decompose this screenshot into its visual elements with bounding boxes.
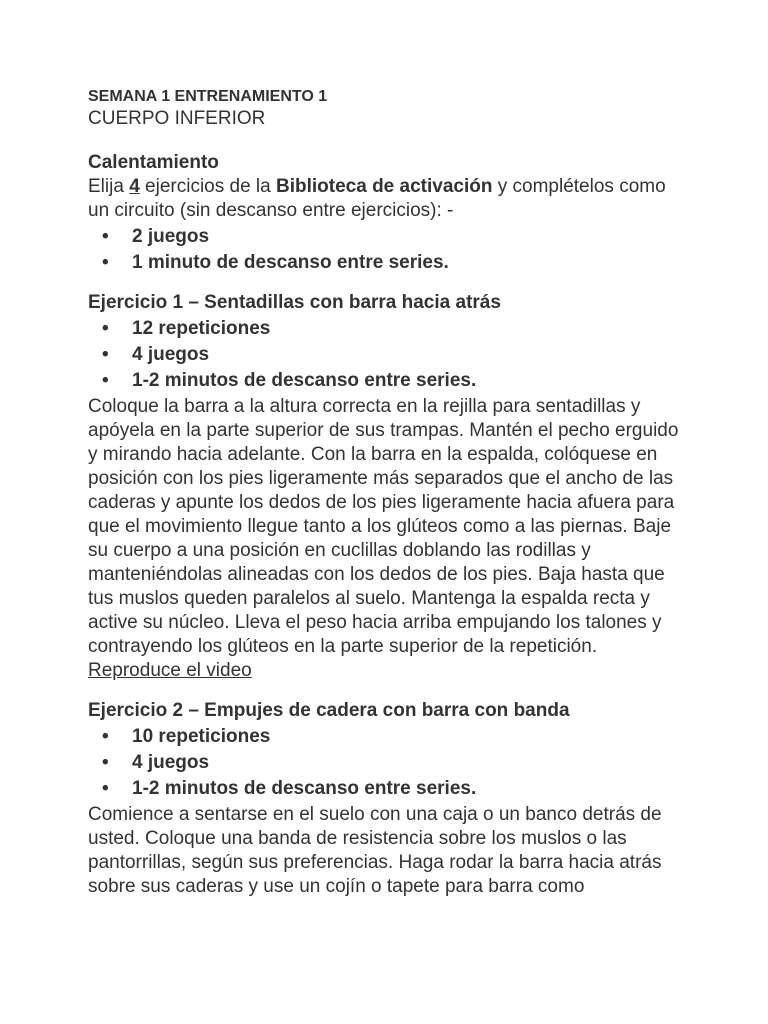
list-item xyxy=(88,225,768,249)
warmup-instructions xyxy=(88,175,688,223)
warmup-text-1: Elija xyxy=(88,176,130,197)
exercise2-reps: 10 repeticiones xyxy=(132,726,271,747)
activation-library-name: Biblioteca de activación xyxy=(276,176,493,197)
warmup-text-3: y complételos como un circuito (sin descanso entre ejercicios): - xyxy=(88,176,666,221)
warmup-sets: 2 juegos xyxy=(132,226,210,247)
list-item xyxy=(88,343,768,367)
bullet-icon: • xyxy=(102,778,109,799)
bullet-icon: • xyxy=(102,318,109,339)
list-item xyxy=(88,251,768,275)
exercise1-description: Coloque la barra a la altura correcta en la rejilla para sentadillas y apóyela en la parte superior de sus trampas. Mantén el pecho erguido y mirando hacia adelante. Con la barra en la espalda, colóquese en posición con los pies ligeramente más separados que el ancho de las caderas y apunte los dedos de los pies ligeramente hacia afuera para que el movimiento llegue tanto a los glúteos como a las piernas. Baje su cuerpo a una posición en cuclillas doblando las rodillas y manteniéndolas alineadas con los dedos de los pies. Baja hasta que tus muslos queden paralelos al suelo. Mantenga la espalda recta y active su núcleo. Lleva el peso hacia arriba empujando los talones y contrayendo los glúteos en la parte superior de la repetición. xyxy=(88,396,679,657)
exercise1-bullet-list xyxy=(88,317,768,393)
exercise2-sets: 4 juegos xyxy=(132,752,210,773)
bullet-icon: • xyxy=(102,226,109,247)
warmup-exercise-count: 4 xyxy=(129,176,140,197)
exercise2-description: Comience a sentarse en el suelo con una caja o un banco detrás de usted. Coloque una banda de resistencia sobre los muslos o las pantorrillas, según sus preferencias. Haga rodar la barra hacia atrás sobre sus caderas y use un cojín o tapete para barra como xyxy=(88,804,662,897)
bullet-icon: • xyxy=(102,752,109,773)
list-item xyxy=(88,751,768,775)
exercise1-rest: 1-2 minutos de descanso entre series. xyxy=(132,370,477,391)
bullet-icon: • xyxy=(102,344,109,365)
document-subtitle: CUERPO INFERIOR xyxy=(88,108,266,129)
exercise2-section xyxy=(88,699,768,899)
exercise2-heading: Ejercicio 2 – Empujes de cadera con barra con banda xyxy=(88,700,570,721)
document-title: SEMANA 1 ENTRENAMIENTO 1 xyxy=(88,88,328,105)
list-item xyxy=(88,369,768,393)
warmup-text-2: ejercicios de la xyxy=(139,176,276,197)
warmup-bullet-list xyxy=(88,225,768,275)
warmup-section xyxy=(88,151,768,275)
exercise2-bullet-list xyxy=(88,725,768,801)
warmup-rest: 1 minuto de descanso entre series. xyxy=(132,252,449,273)
exercise1-sets: 4 juegos xyxy=(132,344,210,365)
exercise1-section xyxy=(88,291,768,683)
bullet-icon: • xyxy=(102,370,109,391)
exercise1-heading: Ejercicio 1 – Sentadillas con barra hacia atrás xyxy=(88,292,501,313)
list-item xyxy=(88,777,768,801)
exercise1-video-link[interactable]: Reproduce el video xyxy=(88,660,252,681)
exercise2-rest: 1-2 minutos de descanso entre series. xyxy=(132,778,477,799)
warmup-heading: Calentamiento xyxy=(88,152,219,173)
list-item xyxy=(88,317,768,341)
exercise1-reps: 12 repeticiones xyxy=(132,318,271,339)
bullet-icon: • xyxy=(102,252,109,273)
bullet-icon: • xyxy=(102,726,109,747)
list-item xyxy=(88,725,768,749)
